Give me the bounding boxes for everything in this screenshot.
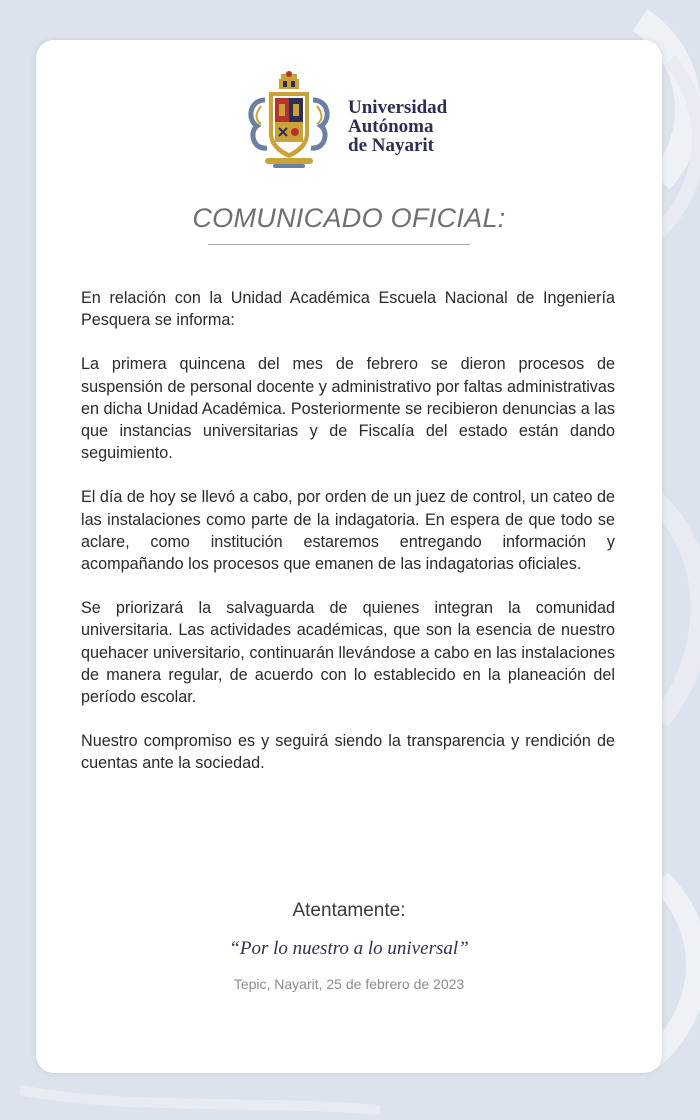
closing-salutation: Atentamente: <box>292 900 406 921</box>
communique-title: COMUNICADO OFICIAL: <box>192 203 506 233</box>
paragraph-4: Se priorizará la salvaguarda de quienes integran la comunidad universitaria. Las actividades académicas, que son la esencia de nuestro quehacer universitario, continuarán llevándose a cabo en las instalaciones de manera regular, de acuerdo con lo establecido en la planeación del período escolar. <box>81 599 615 707</box>
title-divider <box>208 244 470 245</box>
communique-body <box>81 287 615 797</box>
paragraph-1: En relación con la Unidad Académica Escuela Nacional de Ingeniería Pesquera se informa: <box>81 289 615 330</box>
paragraph-3: El día de hoy se llevó a cabo, por orden de un juez de control, un cateo de las instalaciones como parte de la indagatoria. En espera de que todo se aclare, como institución estaremos entregando información y acompañando los procesos que emanen de las indagatorias oficiales. <box>81 488 615 574</box>
university-motto: “Por lo nuestro a lo universal” <box>229 938 469 959</box>
communique-card <box>36 40 662 1073</box>
university-name-line2: Autónoma <box>348 116 434 137</box>
university-name-line3: de Nayarit <box>348 135 435 156</box>
paragraph-5: Nuestro compromiso es y seguirá siendo la transparencia y rendición de cuentas ante la sociedad. <box>81 732 615 773</box>
place-and-date: Tepic, Nayarit, 25 de febrero de 2023 <box>233 976 465 992</box>
paragraph-2: La primera quincena del mes de febrero se dieron procesos de suspensión de personal docente y administrativo por faltas administrativas en dicha Unidad Académica. Posteriormente se recibieron denuncias a las que instancias universitarias y de Fiscalía del estado están dando seguimiento. <box>81 355 615 463</box>
university-name-line1: Universidad <box>348 97 448 118</box>
university-logo <box>243 70 473 170</box>
university-name <box>348 98 447 155</box>
university-crest-icon <box>243 70 335 170</box>
